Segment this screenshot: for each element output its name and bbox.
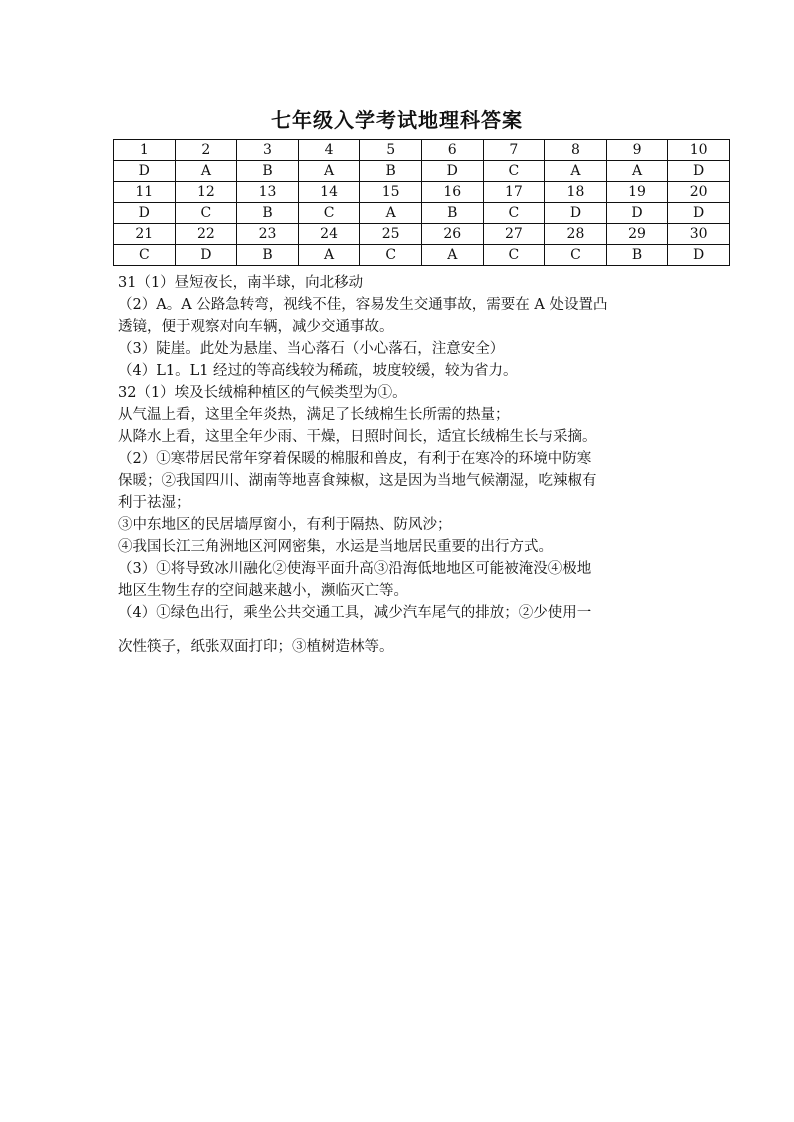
question-number-row [114, 182, 730, 203]
question-number-cell: 11 [114, 182, 176, 203]
answer-cell: C [483, 245, 545, 266]
answer-cell: A [606, 161, 668, 182]
question-number-cell: 15 [360, 182, 422, 203]
page-title: 七年级入学考试地理科答案 [271, 108, 523, 132]
answer-row [114, 245, 730, 266]
answer-cell: B [606, 245, 668, 266]
question-number-cell: 24 [298, 224, 360, 245]
question-number-cell: 6 [421, 140, 483, 161]
question-number-cell: 28 [545, 224, 607, 245]
question-number-cell: 14 [298, 182, 360, 203]
answer-cell: D [668, 245, 730, 266]
answer-table [113, 139, 730, 266]
answer-cell: B [360, 161, 422, 182]
answer-cell: C [360, 245, 422, 266]
answer-line: 透镜，便于观察对向车辆，减少交通事故。 [118, 319, 394, 335]
answer-row [114, 203, 730, 224]
answer-cell: C [298, 203, 360, 224]
question-number-cell: 16 [421, 182, 483, 203]
answer-cell: A [175, 161, 237, 182]
answer-line: 地区生物生存的空间越来越小，濒临灭亡等。 [118, 583, 408, 599]
answer-line: 保暖；②我国四川、湖南等地喜食辣椒，这是因为当地气候潮湿，吃辣椒有 [118, 473, 597, 489]
answer-cell: D [668, 161, 730, 182]
question-number-cell: 21 [114, 224, 176, 245]
answer-cell: B [237, 203, 299, 224]
answer-cell: B [237, 161, 299, 182]
answer-line: 31（1）昼短夜长，南半球，向北移动 [118, 275, 364, 291]
answer-cell: B [421, 203, 483, 224]
answer-line: ③中东地区的民居墙厚窗小，有利于隔热、防风沙； [118, 517, 452, 533]
answer-line: （3）①将导致冰川融化②使海平面升高③沿海低地地区可能被淹没④极地 [118, 561, 592, 577]
answer-cell: D [668, 203, 730, 224]
answer-cell: C [483, 203, 545, 224]
answer-line: （4）①绿色出行，乘坐公共交通工具，减少汽车尾气的排放；②少使用一 [118, 605, 592, 621]
question-number-cell: 3 [237, 140, 299, 161]
question-number-cell: 2 [175, 140, 237, 161]
answer-line: ④我国长江三角洲地区河网密集，水运是当地居民重要的出行方式。 [118, 539, 553, 555]
answer-cell: D [421, 161, 483, 182]
question-number-row [114, 224, 730, 245]
answer-cell: C [175, 203, 237, 224]
answer-cell: C [483, 161, 545, 182]
question-number-row [114, 140, 730, 161]
answer-line: 利于祛湿； [118, 495, 191, 511]
question-number-cell: 1 [114, 140, 176, 161]
question-number-cell: 18 [545, 182, 607, 203]
question-number-cell: 5 [360, 140, 422, 161]
answer-cell: D [114, 203, 176, 224]
answer-cell: A [298, 161, 360, 182]
answer-cell: C [545, 245, 607, 266]
answer-line: 次性筷子，纸张双面打印；③植树造林等。 [118, 639, 394, 655]
answer-cell: D [606, 203, 668, 224]
question-number-cell: 30 [668, 224, 730, 245]
question-number-cell: 13 [237, 182, 299, 203]
question-number-cell: 23 [237, 224, 299, 245]
answer-line: （4）L1。L1 经过的等高线较为稀疏，坡度较缓，较为省力。 [118, 363, 518, 379]
answer-line: 32（1）埃及长绒棉种植区的气候类型为①。 [118, 385, 407, 401]
answer-row [114, 161, 730, 182]
question-number-cell: 4 [298, 140, 360, 161]
question-number-cell: 25 [360, 224, 422, 245]
answer-cell: C [114, 245, 176, 266]
question-number-cell: 20 [668, 182, 730, 203]
answer-line: （2）①寒带居民常年穿着保暖的棉服和兽皮，有利于在寒冷的环境中防寒 [118, 451, 592, 467]
question-number-cell: 22 [175, 224, 237, 245]
answer-line: （2）A。A 公路急转弯，视线不佳，容易发生交通事故，需要在 A 处设置凸 [118, 297, 608, 313]
answer-cell: D [114, 161, 176, 182]
answer-cell: B [237, 245, 299, 266]
question-number-cell: 27 [483, 224, 545, 245]
answer-cell: A [298, 245, 360, 266]
question-number-cell: 10 [668, 140, 730, 161]
answer-line: （3）陡崖。此处为悬崖、当心落石（小心落石，注意安全） [118, 341, 505, 357]
answer-cell: A [421, 245, 483, 266]
question-number-cell: 7 [483, 140, 545, 161]
question-number-cell: 19 [606, 182, 668, 203]
answer-cell: A [545, 161, 607, 182]
answer-line: 从气温上看，这里全年炎热，满足了长绒棉生长所需的热量； [118, 407, 510, 423]
question-number-cell: 26 [421, 224, 483, 245]
answer-cell: D [175, 245, 237, 266]
question-number-cell: 9 [606, 140, 668, 161]
question-number-cell: 17 [483, 182, 545, 203]
question-number-cell: 29 [606, 224, 668, 245]
answer-cell: D [545, 203, 607, 224]
answer-table-body [114, 140, 730, 266]
answer-cell: A [360, 203, 422, 224]
question-number-cell: 12 [175, 182, 237, 203]
answer-explanations [118, 272, 708, 658]
answer-line: 从降水上看，这里全年少雨、干燥，日照时间长，适宜长绒棉生长与采摘。 [118, 429, 597, 445]
question-number-cell: 8 [545, 140, 607, 161]
